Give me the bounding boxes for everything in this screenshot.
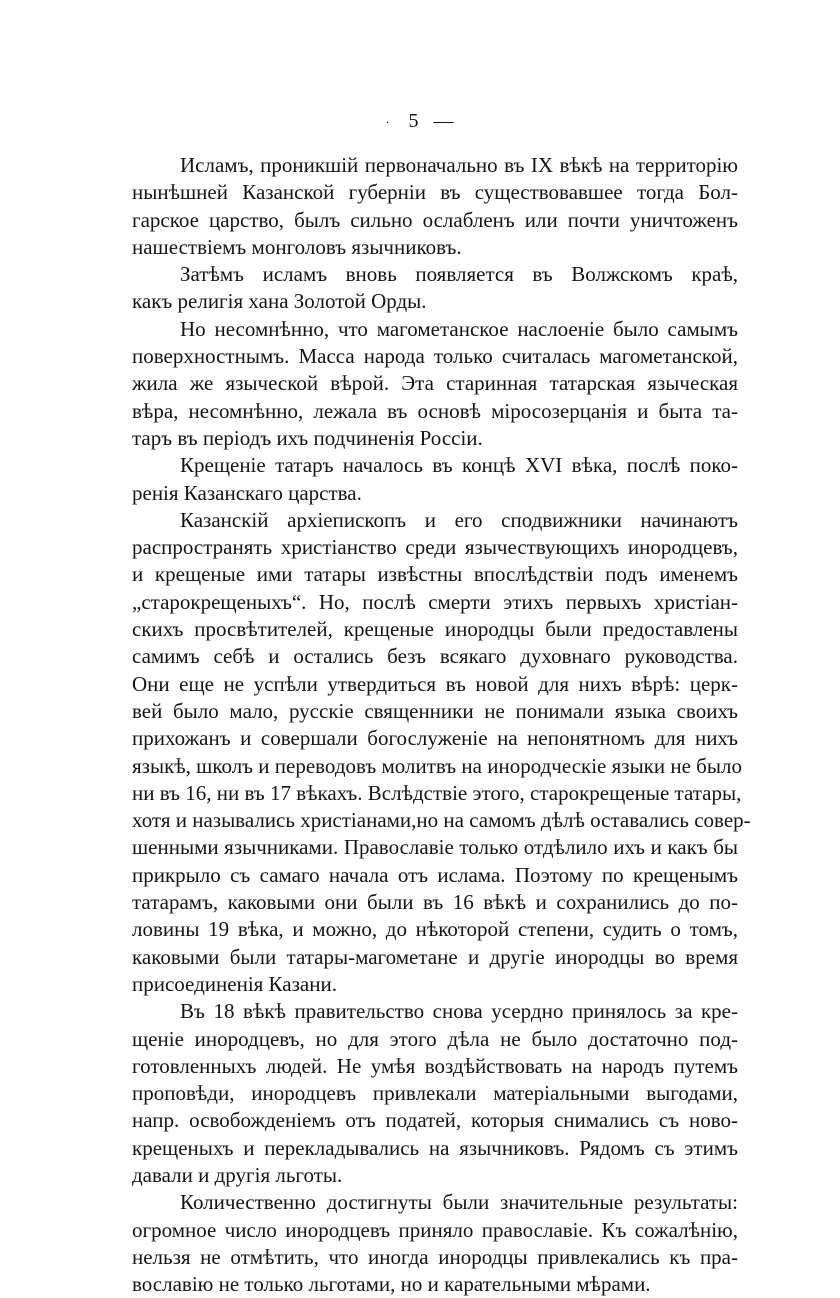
text-line: крещеныхъ и перекладывались на язычниковъ. Рядомъ съ этимъ [132,1135,738,1160]
text-line: нашествіемъ монголовъ язычниковъ. [132,234,462,259]
text-line: Затѣмъ исламъ вновь появляется въ Волжскомъ краѣ, [180,262,738,287]
text-line: Они еще не успѣли утвердиться въ новой для нихъ вѣрѣ: церк- [132,671,738,696]
text-line: напр. освобожденіемъ отъ податей, которыя снимались съ ново- [132,1108,738,1133]
page-number: 5 [408,110,420,132]
text-line: и крещеные ими татары извѣстны впослѣдствіи подъ именемъ [132,562,738,587]
text-line: Количественно достигнуты были значительные результаты: [180,1190,738,1215]
text-line: прихожанъ и совершали богослуженіе на непонятномъ для нихъ [132,726,738,751]
text-line: вославію не только льготами, но и карательными мѣрами. [132,1272,651,1297]
text-line: нельзя не отмѣтить, что иногда инородцы привлекались къ пра- [132,1244,738,1269]
text-line: распространять христіанство среди язычествующихъ инородцевъ, [132,535,738,560]
text-line: присоединенія Казани. [132,971,337,996]
text-line: жила же языческой вѣрой. Эта старинная татарская языческая [132,371,738,396]
text-line: готовленныхъ людей. Не умѣя воздѣйствовать на народъ путемъ [132,1053,738,1078]
text-line: Казанскій архіепископъ и его сподвижники начинаютъ [180,507,738,532]
text-line: Но несомнѣнно, что магометанское наслоеніе было самымъ [180,316,738,341]
text-line: Въ 18 вѣкѣ правительство снова усердно принялось за кре- [180,999,738,1024]
text-line: давали и другія льготы. [132,1162,343,1187]
text-line: „старокрещеныхъ“. Но, послѣ смерти этихъ первыхъ христіан- [132,589,738,614]
text-line: татарамъ, каковыми они были въ 16 вѣкѣ и сохранились до по- [132,890,738,915]
text-line: самимъ себѣ и остались безъ всякаго духовнаго руководства. [132,644,738,669]
body-text [132,152,751,1298]
text-line: хотя и назывались христіанами,но на самомъ дѣлѣ оставались совер- [132,808,751,833]
text-line: шенными язычниками. Православіе только отдѣлило ихъ и какъ бы [132,835,738,860]
page-number-header [0,109,840,134]
text-line: ни въ 16, ни въ 17 вѣкахъ. Вслѣдствіе этого, старокрещеные татары, [132,780,742,805]
page-number-dot: · [385,115,391,130]
text-line: вей было мало, русскіе священники не понимали языка своихъ [132,698,738,723]
text-line: языкѣ, школъ и переводовъ молитвъ на инородческіе языки не было [132,753,742,778]
text-line: Крещеніе татаръ началось въ концѣ XVI вѣка, послѣ поко- [180,453,738,478]
page-number-dash: — [433,110,455,132]
text-line: поверхностнымъ. Масса народа только считалась магометанской, [132,344,738,369]
text-line: скихъ просвѣтителей, крещеные инородцы были предоставлены [132,617,738,642]
text-line: вѣра, несомнѣнно, лежала въ основѣ міросозерцанія и быта та- [132,398,738,423]
text-line: прикрыло съ самаго начала отъ ислама. Поэтому по крещенымъ [132,862,738,887]
text-line: нынѣшней Казанской губерніи въ существовавшее тогда Бол- [132,180,738,205]
text-line: Исламъ, проникшій первоначально въ IX вѣкѣ на территорію [180,153,738,177]
text-line: ренія Казанскаго царства. [132,480,362,505]
text-line: какъ религія хана Золотой Орды. [132,289,427,314]
text-line: ловины 19 вѣка, и можно, до нѣкоторой степени, судить о томъ, [132,917,738,942]
text-line: огромное число инородцевъ приняло православіе. Къ сожалѣнію, [132,1217,738,1242]
text-line: гарское царство, былъ сильно ослабленъ или почти уничтоженъ [132,207,738,232]
text-line: таръ въ періодъ ихъ подчиненія Россіи. [132,425,483,450]
text-line: проповѣди, инородцевъ привлекали матеріальными выгодами, [132,1081,738,1106]
text-line: щеніе инородцевъ, но для этого дѣла не было достаточно под- [132,1026,738,1051]
text-line: каковыми были татары-магометане и другіе инородцы во время [132,944,738,969]
